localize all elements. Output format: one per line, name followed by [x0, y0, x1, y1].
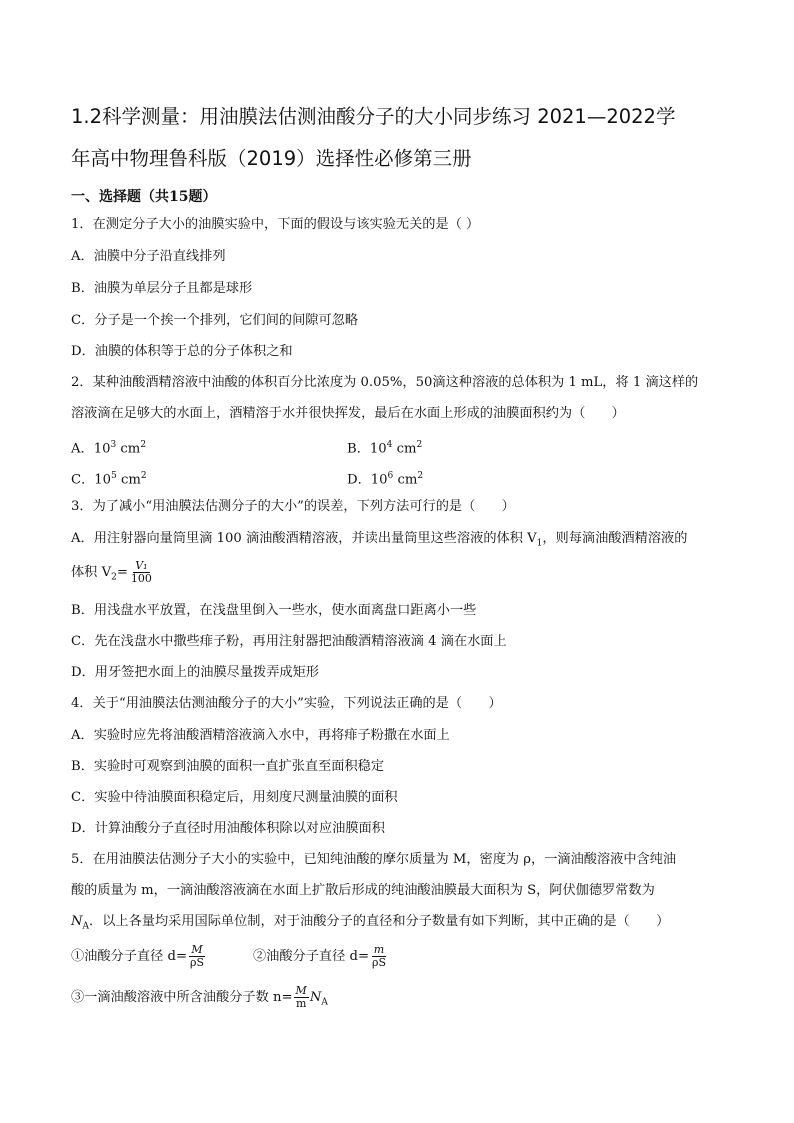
q1-option-d: D．油膜的体积等于总的分子体积之和 — [71, 344, 293, 359]
q3-option-b: B．用浅盘水平放置，在浅盘里倒入一些水，使水面离盘口距离小一些 — [71, 603, 477, 618]
q2-stem-line-1: 2．某种油酸酒精溶液中油酸的体积百分比浓度为 0.05%，50滴这种溶液的总体积为 1 mL，将 1 滴这样的 — [71, 375, 699, 390]
q4-option-c: C．实验中待油膜面积稳定后，用刻度尺测量油膜的面积 — [71, 790, 398, 805]
q1-option-c: C．分子是一个挨一个排列，它们间的间隙可忽略 — [71, 313, 359, 328]
q5-stem-line-3: $N_A$．以上各量均采用国际单位制，对于油酸分子的直径和分子数量有如下判断，其中正确的是（ ） — [71, 914, 670, 932]
q5-stem-line-2: 酸的质量为 m，一滴油酸溶液滴在水面上扩散后形成的纯油酸油膜最大面积为 S，阿伏伽德罗常数为 — [71, 883, 655, 898]
q5-statement-2: ②油酸分子直径 d= $\frac{m}{\rho S}$ — [253, 943, 387, 969]
q5-statement-3: ③一滴油酸溶液中所含油酸分子数 n= $\frac{M}{m}$ $N_A$ — [71, 984, 328, 1010]
q1-stem: 1．在测定分子大小的油膜实验中，下面的假设与该实验无关的是（ ） — [71, 217, 480, 232]
title-line-2: 年高中物理鲁科版（2019）选择性必修第三册 — [71, 147, 472, 170]
q3-option-d: D．用牙签把水面上的油膜尽量拨弄成矩形 — [71, 665, 319, 680]
q5-statement-1: ①油酸分子直径 d= $\frac{M}{\rho S}$ — [71, 943, 205, 969]
section-heading: 一、选择题（共15题） — [71, 189, 217, 205]
q2-stem-line-2: 溶液滴在足够大的水面上，酒精溶于水并很快挥发，最后在水面上形成的油膜面积约为（ ） — [71, 406, 625, 421]
q4-option-b: B．实验时可观察到油膜的面积一直扩张直至面积稳定 — [71, 759, 385, 774]
q4-stem: 4．关于“用油膜法估测油酸分子的大小”实验，下列说法正确的是（ ） — [71, 696, 502, 711]
fraction-m-over-small-m: $\frac{M}{m}$ — [295, 984, 307, 1010]
q5-stem-line-1: 5．在用油膜法估测分子大小的实验中，已知纯油酸的摩尔质量为 M，密度为 ρ，一滴油酸溶液中含纯油 — [71, 852, 677, 867]
q4-option-d: D．计算油酸分子直径时用油酸体积除以对应油膜面积 — [71, 821, 385, 836]
fraction-m-over-rho-s: $\frac{M}{\rho S}$ — [190, 943, 205, 969]
q2-option-c: C．$10^5$ $cm^2$ — [71, 471, 147, 488]
q2-option-a: A．$10^3$ $cm^2$ — [71, 440, 147, 457]
q3-option-a-line-2: 体积 $V_2=$ $\frac{\text{V₁}}{100}$ — [71, 559, 152, 585]
q3-option-c: C．先在浅盘水中撒些痱子粉，再用注射器把油酸酒精溶液滴 4 滴在水面上 — [71, 634, 507, 649]
q1-option-b: B．油膜为单层分子且都是球形 — [71, 281, 253, 296]
q3-stem: 3．为了减小“用油膜法估测分子的大小”的误差，下列方法可行的是（ ） — [71, 499, 515, 514]
q3-option-a-line-1: A．用注射器向量筒里滴 100 滴油酸酒精溶液，并读出量筒里这些溶液的体积 $V_1$，则每滴油酸酒精溶液的 — [71, 531, 688, 549]
q1-option-a: A．油膜中分子沿直线排列 — [71, 249, 226, 264]
fraction-small-m-over-rho-s: $\frac{m}{\rho S}$ — [372, 943, 387, 969]
fraction-v1-over-100: $\frac{\text{V₁}}{100}$ — [130, 559, 152, 585]
q4-option-a: A．实验时应先将油酸酒精溶液滴入水中，再将痱子粉撒在水面上 — [71, 728, 450, 743]
q2-option-d: D．$10^6$ $cm^2$ — [347, 471, 424, 488]
title-line-1: 1.2科学测量：用油膜法估测油酸分子的大小同步练习 2021—2022学 — [71, 105, 676, 128]
q2-option-b: B．$10^4$ $cm^2$ — [347, 440, 423, 457]
